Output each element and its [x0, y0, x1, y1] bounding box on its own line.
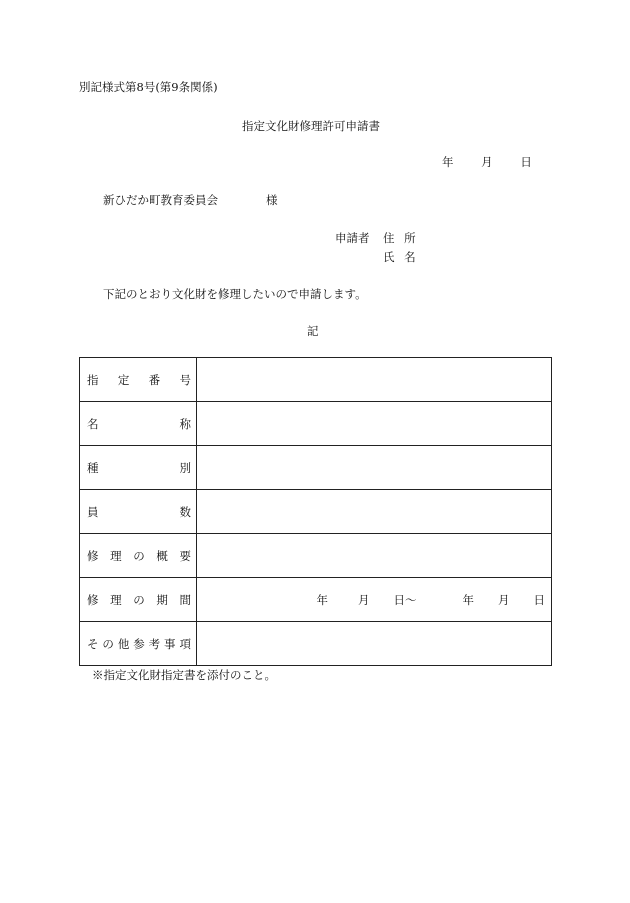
row-label-repair-period: [80, 578, 197, 622]
label-char: の: [133, 592, 145, 607]
label-char: 他: [117, 636, 130, 651]
label-char: 要: [179, 548, 191, 563]
intro-text: 下記のとおり文化財を修理したいので申請します。: [103, 287, 367, 301]
label-char: 考: [148, 636, 161, 651]
period-start-day: 日〜: [393, 592, 417, 607]
table-row: [80, 402, 552, 446]
row-label-quantity: [80, 490, 197, 534]
label-char: 期: [156, 592, 168, 607]
label-char: 間: [179, 592, 191, 607]
period-end-year: 年: [462, 592, 474, 607]
label-char: 号: [179, 372, 191, 387]
label-char: 称: [179, 416, 191, 431]
label-char: 事: [164, 636, 176, 651]
applicant-name-label: 氏 名: [383, 250, 416, 264]
row-label-type: [80, 446, 197, 490]
label-char: 理: [110, 592, 122, 607]
label-char: 概: [156, 548, 168, 563]
row-value-repair-summary[interactable]: [197, 534, 552, 578]
label-char: 理: [110, 548, 122, 563]
table-row: [80, 622, 552, 666]
table-row: [80, 578, 552, 622]
label-char: 参: [133, 636, 145, 651]
row-value-quantity[interactable]: [197, 490, 552, 534]
row-value-name[interactable]: [197, 402, 552, 446]
row-value-other-references[interactable]: [197, 622, 552, 666]
period-start-year: 年: [316, 592, 328, 607]
applicant-address-label: 住 所: [383, 231, 416, 245]
label-char: 修: [87, 548, 99, 563]
label-char: 修: [87, 592, 99, 607]
row-value-designation-number[interactable]: [197, 358, 552, 402]
addressee-honorific: 様: [266, 193, 278, 207]
date-line: [442, 155, 532, 169]
footnote: ※指定文化財指定書を添付のこと。: [92, 668, 276, 682]
period-start-month: 月: [358, 592, 370, 607]
form-number: 別記様式第8号(第9条関係): [79, 80, 218, 94]
form-title: 指定文化財修理許可申請書: [242, 119, 380, 133]
label-char: そ: [87, 636, 99, 651]
date-day: 日: [520, 155, 532, 169]
label-char: 名: [87, 416, 99, 431]
ki-heading: 記: [307, 324, 319, 338]
row-label-name: [80, 402, 197, 446]
label-char: 種: [87, 460, 99, 475]
label-char: 項: [179, 636, 191, 651]
date-month: 月: [481, 155, 493, 169]
table-row: [80, 446, 552, 490]
label-char: 員: [87, 504, 99, 519]
label-char: 数: [179, 504, 191, 519]
application-table: [79, 357, 552, 666]
row-label-repair-summary: [80, 534, 197, 578]
addressee-name: 新ひだか町教育委員会: [103, 193, 218, 207]
applicant-label: 申請者: [335, 231, 370, 245]
repair-period-range: [317, 592, 546, 608]
table-row: [80, 490, 552, 534]
row-value-type[interactable]: [197, 446, 552, 490]
table-row: [80, 358, 552, 402]
label-char: の: [133, 548, 145, 563]
table-row: [80, 534, 552, 578]
row-label-other-references: [80, 622, 197, 666]
label-char: 番: [148, 372, 161, 387]
date-year: 年: [442, 155, 454, 169]
period-end-day: 日: [533, 592, 545, 607]
label-char: 定: [117, 372, 130, 387]
row-label-designation-number: [80, 358, 197, 402]
row-value-repair-period[interactable]: [197, 578, 552, 622]
period-end-month: 月: [498, 592, 510, 607]
label-char: 別: [179, 460, 191, 475]
label-char: の: [102, 636, 114, 651]
label-char: 指: [87, 372, 99, 387]
